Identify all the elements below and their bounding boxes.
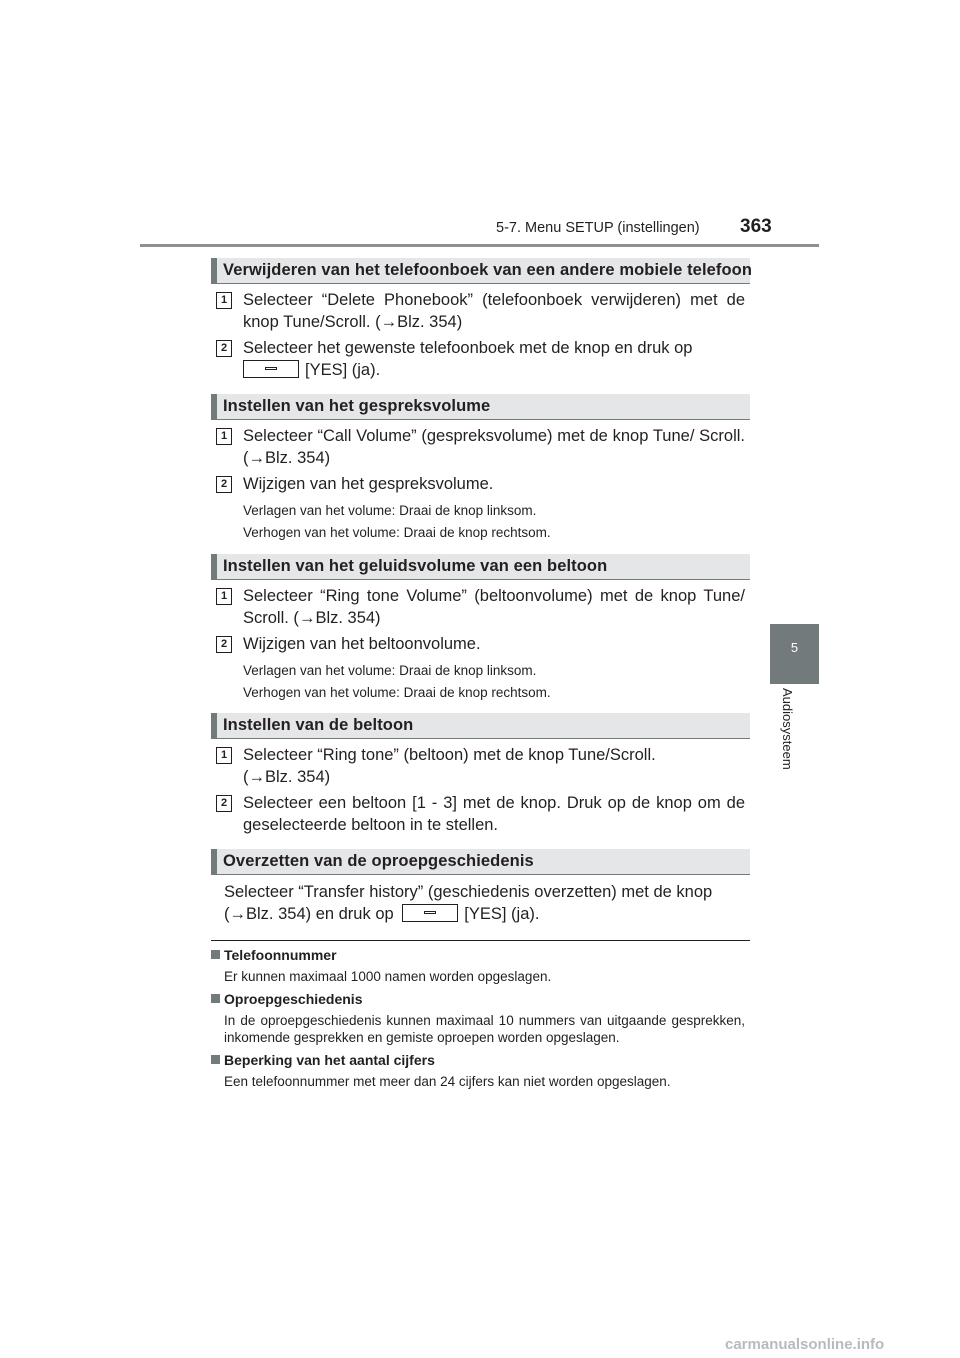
note-text: Verlagen van het volume: Draai de knop linksom.: [243, 503, 537, 518]
note-body: Er kunnen maximaal 1000 namen worden opgeslagen.: [224, 969, 552, 984]
notes-divider: [211, 940, 750, 941]
step-number: 1: [216, 747, 232, 764]
page-number: 363: [740, 216, 772, 237]
step-text: Selecteer een beltoon [1 - 3] met de knop. Druk op de knop om de geselecteerde beltoon in te stellen.: [243, 794, 745, 834]
section-heading-delete-phonebook: Verwijderen van het telefoonboek van een andere mobiele telefoon: [211, 258, 750, 284]
note-body: In de oproepgeschiedenis kunnen maximaal 10 nummers van uitgaande gesprekken, inkomende gesprekken en gemiste oproepen worden opgeslagen.: [224, 1013, 745, 1045]
step-text: Selecteer “Ring tone” (beltoon) met de knop Tune/Scroll. (→Blz. 354): [243, 746, 656, 786]
step-number: 2: [216, 795, 232, 812]
note-heading: Beperking van het aantal cijfers: [211, 1051, 435, 1069]
step-number: 2: [216, 340, 232, 357]
square-bullet-icon: [211, 994, 220, 1003]
note-heading: Telefoonnummer: [211, 946, 337, 964]
step-text: Selecteer het gewenste telefoonboek met de knop en druk op [YES] (ja).: [243, 339, 693, 379]
step-number: 1: [216, 292, 232, 309]
section-header: 5-7. Menu SETUP (instellingen): [496, 220, 700, 236]
step-number: 2: [216, 636, 232, 653]
note-heading: Oproepgeschiedenis: [211, 990, 362, 1008]
note-body: Een telefoonnummer met meer dan 24 cijfers kan niet worden opgeslagen.: [224, 1074, 671, 1089]
back-button-icon: [402, 904, 458, 922]
note-text: Verhogen van het volume: Draai de knop rechtsom.: [243, 685, 551, 700]
section-heading-ring-volume: Instellen van het geluidsvolume van een beltoon: [211, 554, 750, 580]
square-bullet-icon: [211, 1055, 220, 1064]
section-heading-ring-tone: Instellen van de beltoon: [211, 713, 750, 739]
step-text: Wijzigen van het gespreksvolume.: [243, 475, 494, 493]
note-text: Verlagen van het volume: Draai de knop linksom.: [243, 663, 537, 678]
header-rule: [140, 244, 819, 247]
chapter-label: Audiosysteem: [780, 688, 795, 770]
section-heading-transfer-history: Overzetten van de oproepgeschiedenis: [211, 849, 750, 875]
step-number: 1: [216, 588, 232, 605]
watermark: carmanualsonline.info: [725, 1336, 885, 1353]
step-text: Wijzigen van het beltoonvolume.: [243, 635, 481, 653]
transfer-text: Selecteer “Transfer history” (geschiedenis overzetten) met de knop (→Blz. 354) en druk op [YES] (ja).: [224, 883, 713, 923]
note-text: Verhogen van het volume: Draai de knop rechtsom.: [243, 525, 551, 540]
back-button-icon: [243, 360, 299, 378]
step-text: Selecteer “Delete Phonebook” (telefoonboek verwijderen) met de knop Tune/Scroll. (→Blz. 354): [243, 291, 745, 331]
step-number: 1: [216, 428, 232, 445]
section-heading-call-volume: Instellen van het gespreksvolume: [211, 394, 750, 420]
step-text: Selecteer “Ring tone Volume” (beltoonvolume) met de knop Tune/ Scroll. (→Blz. 354): [243, 587, 745, 627]
square-bullet-icon: [211, 950, 220, 959]
step-number: 2: [216, 476, 232, 493]
chapter-number: 5: [790, 640, 799, 655]
step-text: Selecteer “Call Volume” (gespreksvolume) met de knop Tune/ Scroll. (→Blz. 354): [243, 427, 745, 467]
